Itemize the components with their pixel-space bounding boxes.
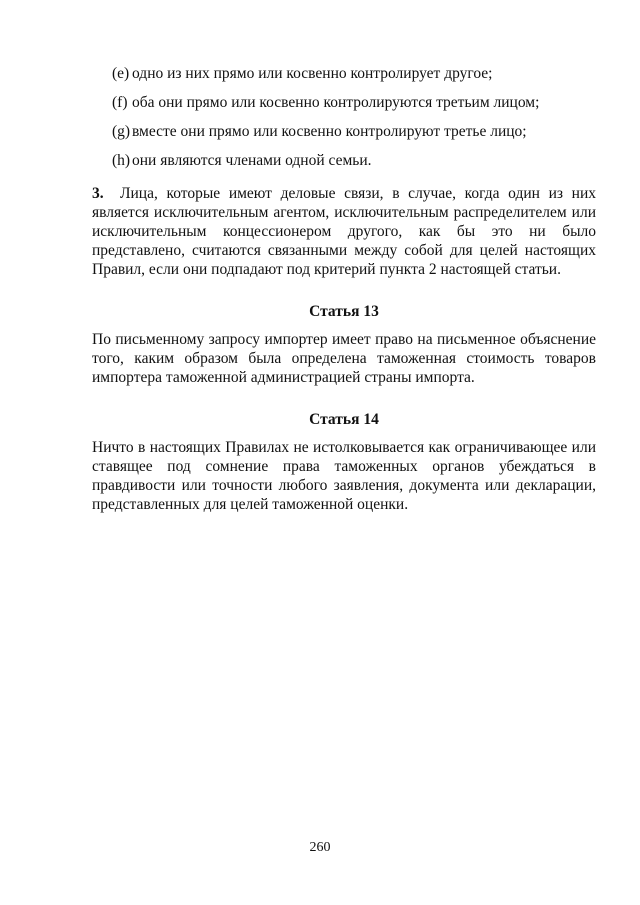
article-14-title: Статья 14 (309, 411, 379, 428)
list-item-g (92, 122, 596, 141)
article-14-text: Ничто в настоящих Правилах не истолковывается как ограничивающее или ставящее под сомнение права таможенных органов убеждаться в правдивости или точности любого заявления, документа или декларации, представленных для целей таможенной оценки. (92, 439, 596, 513)
list-text: они являются членами одной семьи. (132, 152, 372, 169)
list-item-f (92, 93, 596, 112)
list-label: (h) (112, 152, 131, 169)
article-13-text: По письменному запросу импортер имеет право на письменное объяснение того, каким образом была определена таможенная стоимость товаров импортера таможенной администрацией страны импорта. (92, 331, 596, 386)
paragraph-number: 3. (92, 185, 104, 202)
list-label: (g) (112, 123, 131, 140)
list-item-e (92, 64, 596, 83)
article-13-title: Статья 13 (309, 303, 379, 320)
paragraph-3 (92, 184, 596, 279)
list-text: оба они прямо или косвенно контролируются третьим лицом; (132, 94, 540, 111)
page-number: 260 (309, 840, 331, 855)
list-label: (e) (112, 65, 130, 82)
paragraph-text: Лица, которые имеют деловые связи, в случае, когда один из них является исключительным агентом, исключительным распределителем или исключительным концессионером другого, как бы это ни было представлено, считаются связанными между собой для целей настоящих Правил, если они подпадают под критерий пункта 2 настоящей статьи. (92, 185, 596, 278)
document-page (92, 64, 596, 514)
list-label: (f) (112, 94, 128, 111)
list-text: одно из них прямо или косвенно контролирует другое; (132, 65, 493, 82)
list-item-h (92, 151, 596, 170)
list-text: вместе они прямо или косвенно контролируют третье лицо; (132, 123, 527, 140)
